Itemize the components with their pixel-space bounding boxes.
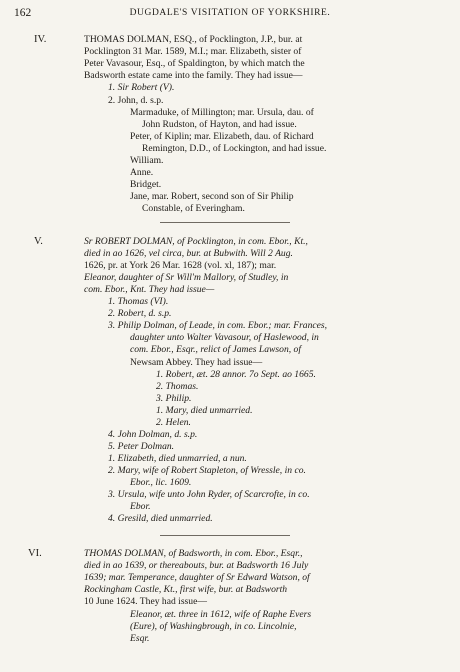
text-line: 1639; mar. Temperance, daughter of Sr Edward Watson, of bbox=[84, 572, 310, 584]
text-line: THOMAS DOLMAN, of Badsworth, in com. Ebor., Esqr., bbox=[84, 548, 303, 559]
text-line: died in ao 1639, or thereabouts, bur. at Badsworth 16 July bbox=[84, 560, 309, 572]
page-number: 162 bbox=[14, 7, 32, 19]
text-line: Esqr. bbox=[130, 632, 150, 644]
text-line: com. Ebor., Esqr., relict of James Lawson, of bbox=[130, 344, 301, 356]
text-line: Eleanor, daughter of Sr Will'm Mallory, of Studley, in bbox=[84, 272, 289, 284]
text-line: William. bbox=[130, 155, 164, 166]
text-line: 2. John, d. s.p. bbox=[108, 94, 164, 106]
text-line: Anne. bbox=[130, 167, 154, 179]
text-line: Remington, D.D., of Lockington, and had issue. bbox=[142, 142, 327, 154]
section-divider bbox=[160, 222, 290, 223]
text-line: Marmaduke, of Millington; mar. Ursula, dau. of bbox=[130, 106, 314, 118]
text-line: daughter unto Walter Vavasour, of Haslewood, in bbox=[130, 332, 319, 344]
text-line: died in ao 1626, vel circa, bur. at Bubwith. Will 2 Aug. bbox=[84, 248, 293, 260]
text-line: 2. Helen. bbox=[156, 416, 191, 428]
text-line: 1. Elizabeth, died unmarried, a nun. bbox=[108, 452, 247, 464]
text-line: Ebor., lic. 1609. bbox=[130, 477, 192, 488]
text-line: 3. Philip. bbox=[156, 392, 192, 404]
section-numeral: IV. bbox=[34, 34, 47, 45]
text-line: Peter, of Kiplin; mar. Elizabeth, dau. of Richard bbox=[130, 130, 314, 142]
text-line: THOMAS DOLMAN, ESQ., of Pocklington, J.P., bur. at bbox=[84, 34, 303, 45]
text-line: Ebor. bbox=[130, 501, 151, 513]
text-line: 1. Thomas (VI). bbox=[108, 296, 169, 308]
text-line: 3. Ursula, wife unto John Ryder, of Scarcrofte, in co. bbox=[108, 489, 310, 501]
page-header bbox=[14, 7, 446, 21]
text-line: 2. Mary, wife of Robert Stapleton, of Wressle, in co. bbox=[108, 464, 306, 476]
text-line: Bridget. bbox=[130, 179, 162, 191]
text-line: Peter Vavasour, Esq., of Spaldington, by which match the bbox=[84, 58, 305, 70]
text-line: Badsworth estate came into the family. They had issue— bbox=[84, 70, 303, 82]
text-line: 3. Philip Dolman, of Leade, in com. Ebor.; mar. Frances, bbox=[108, 320, 328, 332]
text-line: Newsam Abbey. They had issue— bbox=[130, 356, 263, 368]
text-line: Eleanor, æt. three in 1612, wife of Raphe Evers bbox=[130, 608, 312, 620]
text-line: 4. Gresild, died unmarried. bbox=[108, 513, 213, 525]
text-line: Pocklington 31 Mar. 1589, M.I.; mar. Elizabeth, sister of bbox=[84, 46, 302, 58]
section-numeral: VI. bbox=[28, 548, 42, 559]
text-line: Jane, mar. Robert, second son of Sir Philip bbox=[130, 191, 294, 203]
text-line: Rockingham Castle, Kt., first wife, bur. at Badsworth bbox=[84, 584, 288, 596]
section-numeral: V. bbox=[34, 236, 43, 247]
section-divider bbox=[160, 535, 290, 536]
text-line: 1. Mary, died unmarried. bbox=[156, 404, 253, 416]
text-line: 2. Robert, d. s.p. bbox=[108, 308, 172, 320]
text-line: 5. Peter Dolman. bbox=[108, 440, 175, 452]
text-line: 1. Robert, æt. 28 annor. 7o Sept. ao 1665. bbox=[156, 368, 316, 380]
text-line: 10 June 1624. They had issue— bbox=[84, 596, 207, 608]
text-line: 2. Thomas. bbox=[156, 380, 199, 392]
text-line: 4. John Dolman, d. s.p. bbox=[108, 428, 198, 440]
text-line: 1. Sir Robert (V). bbox=[108, 82, 175, 94]
text-line: Sr ROBERT DOLMAN, of Pocklington, in com. Ebor., Kt., bbox=[84, 236, 308, 247]
text-line: Constable, of Everingham. bbox=[142, 203, 245, 215]
running-title: DUGDALE'S VISITATION OF YORKSHIRE. bbox=[129, 8, 331, 18]
text-line: com. Ebor., Knt. They had issue— bbox=[84, 284, 215, 296]
text-line: John Rudston, of Hayton, and had issue. bbox=[142, 118, 297, 130]
text-line: (Eure), of Washingbrough, in co. Lincolnie, bbox=[130, 620, 297, 632]
text-line: 1626, pr. at York 26 Mar. 1628 (vol. xl, 187); mar. bbox=[84, 260, 277, 272]
